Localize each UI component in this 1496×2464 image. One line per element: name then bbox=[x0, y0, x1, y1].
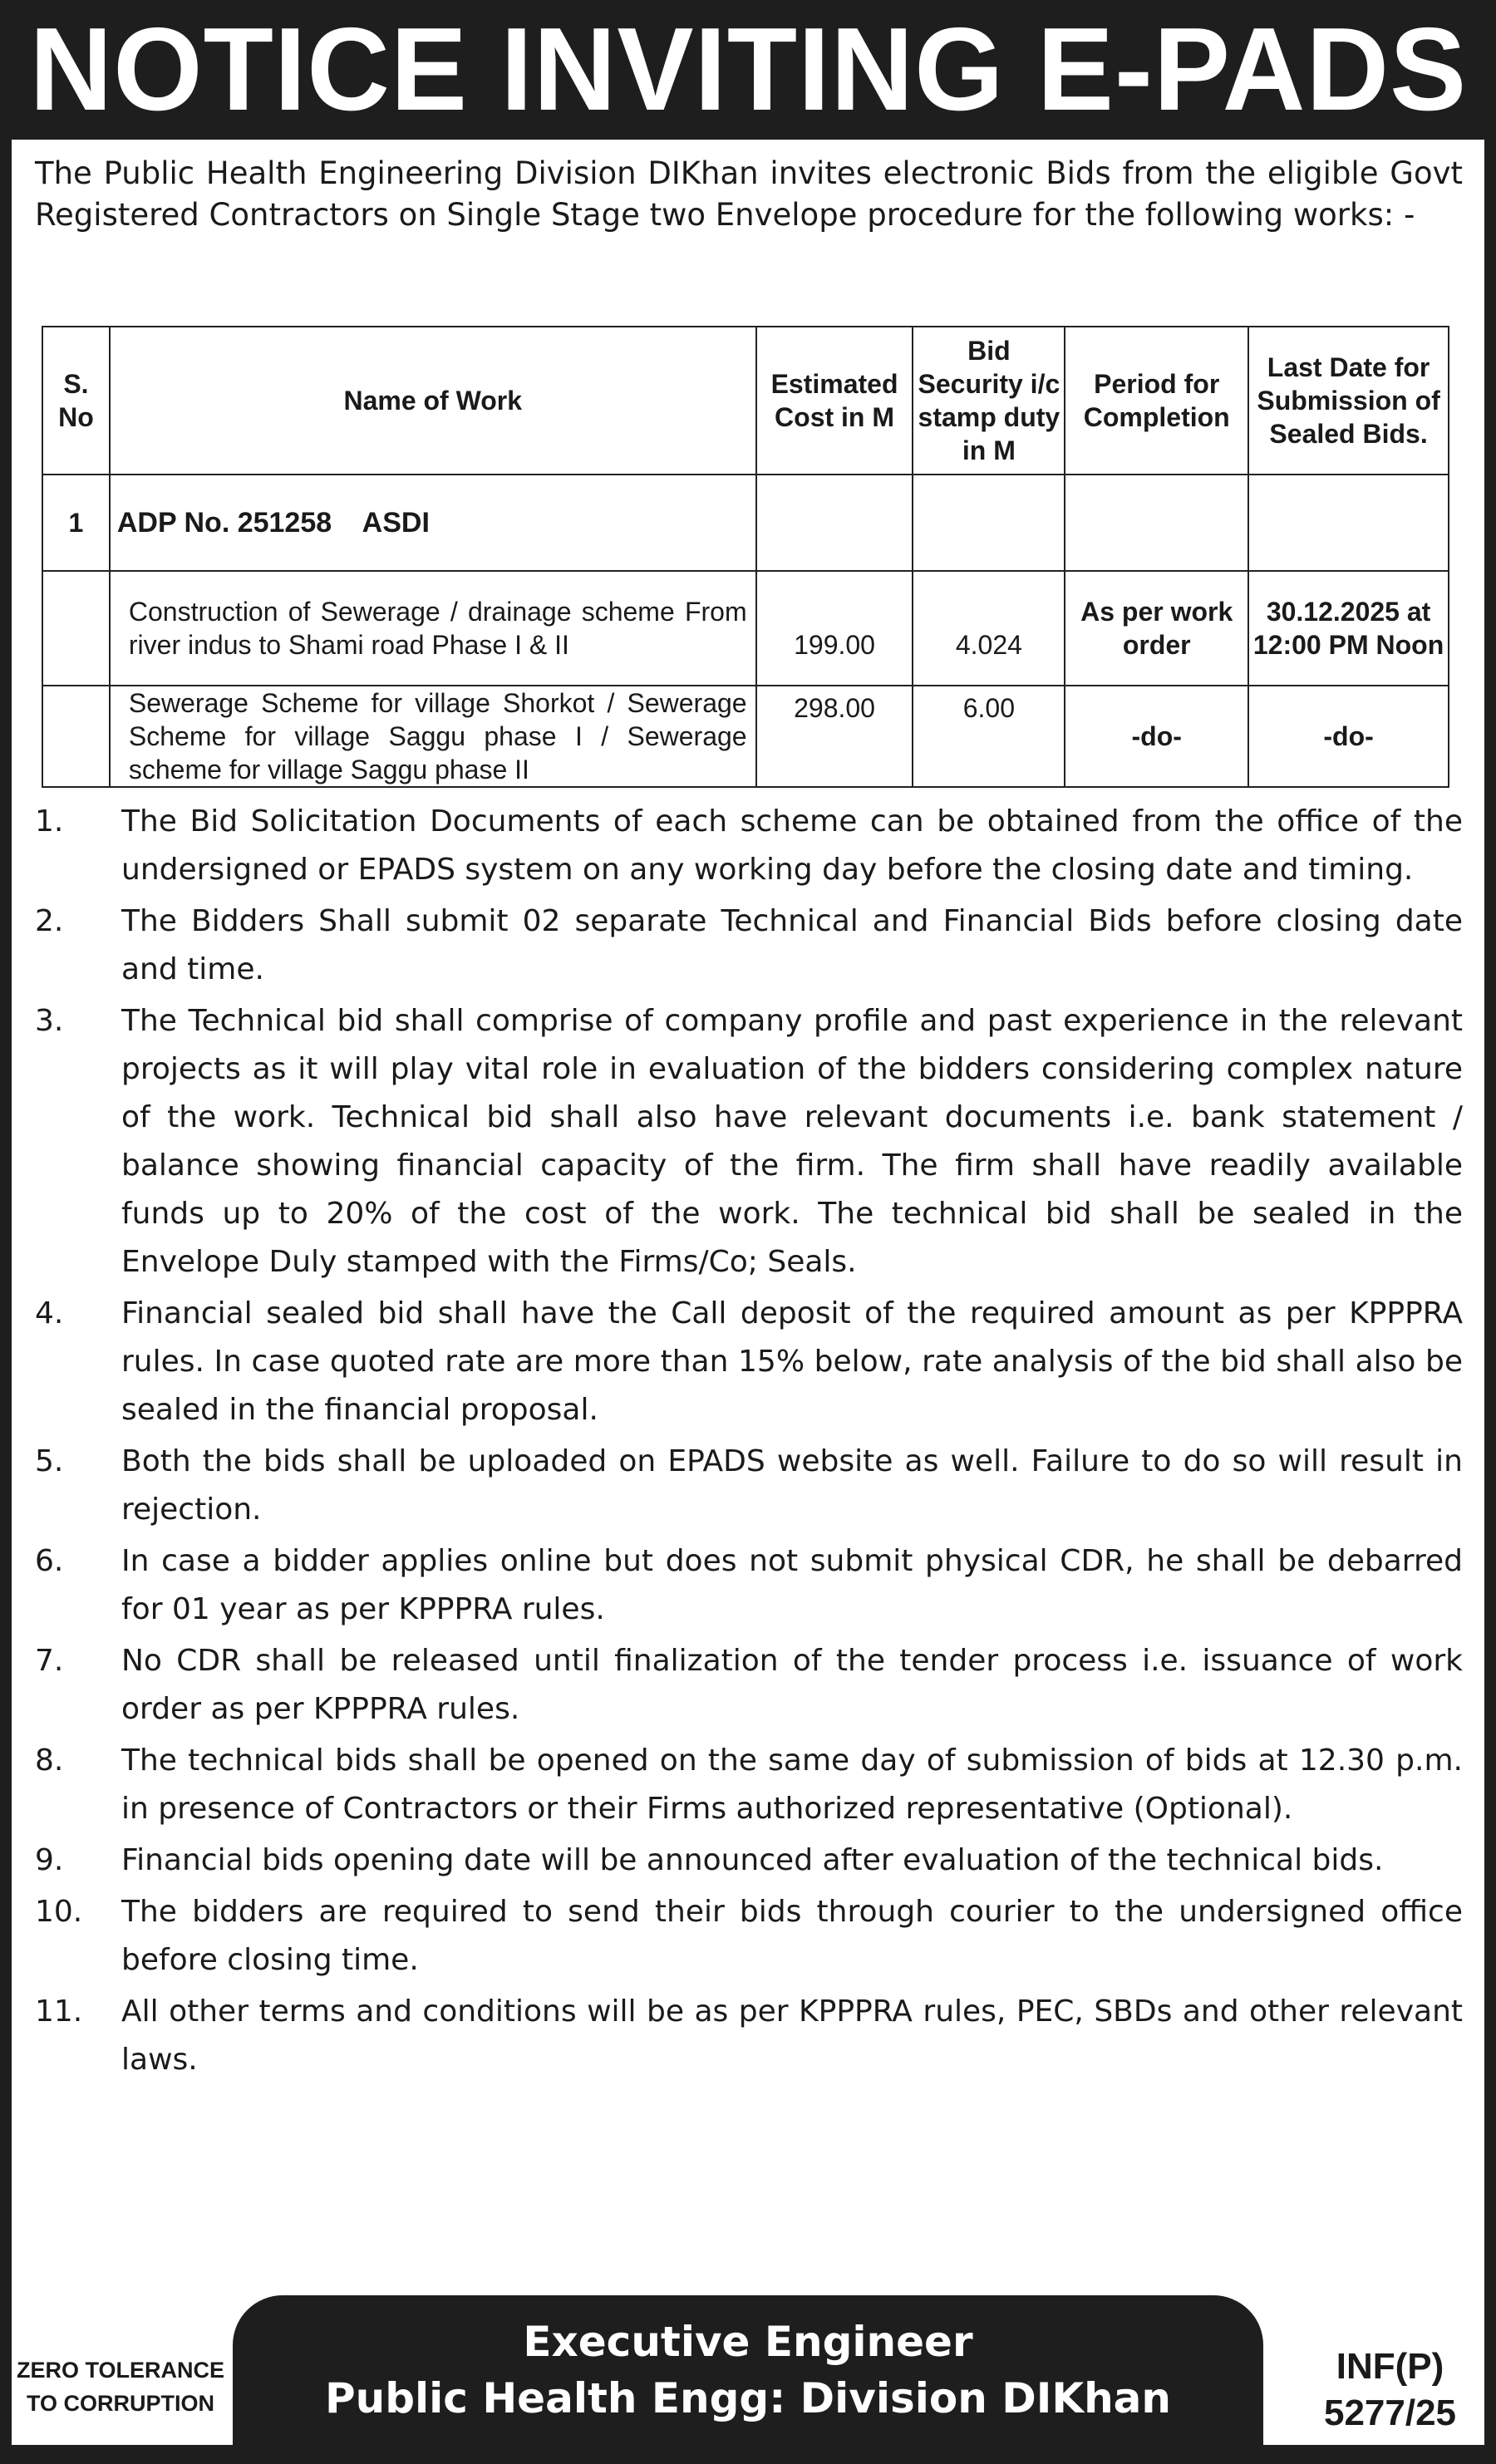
work-cost: 199.00 bbox=[756, 571, 913, 686]
reference-number bbox=[1297, 2344, 1484, 2437]
list-item bbox=[35, 1888, 1463, 1984]
table-row bbox=[42, 686, 1449, 787]
group-name: ADP No. 251258 ASDI bbox=[110, 475, 756, 571]
term-number: 3. bbox=[35, 1004, 64, 1038]
term-text: The Bidders Shall submit 02 separate Technical and Financial Bids before closing date and time. bbox=[121, 904, 1463, 986]
term-text: Financial sealed bid shall have the Call deposit of the required amount as per KPPPRA rules. In case quoted rate are more than 15% below, rate analysis of the bid shall also be sealed in the financial proposal. bbox=[121, 1296, 1463, 1427]
notice-title: NOTICE INVITING E-PADS bbox=[0, 0, 1496, 140]
term-number: 11. bbox=[35, 1994, 83, 2029]
table-header-row bbox=[42, 327, 1449, 475]
list-item bbox=[35, 1537, 1463, 1634]
ref-line: INF(P) bbox=[1336, 2346, 1444, 2387]
bottom-border bbox=[0, 2445, 1496, 2464]
term-text: The bidders are required to send their bids through courier to the undersigned office before closing time. bbox=[121, 1895, 1463, 1977]
term-number: 10. bbox=[35, 1895, 83, 1929]
list-item bbox=[35, 1737, 1463, 1833]
term-text: Both the bids shall be uploaded on EPADS website as well. Failure to do so will result in rejection. bbox=[121, 1444, 1463, 1527]
term-text: The Technical bid shall comprise of company profile and past experience in the relevant projects as it will play vital role in evaluation of the bidders considering complex nature of the work. Technical bid shall also have relevant documents i.e. bank statement / balance showing financial capacity of the firm. The firm shall have readily available funds up to 20% of the cost of the work. The technical bid shall be sealed in the Envelope Duly stamped with the Firms/Co; Seals. bbox=[121, 1004, 1463, 1279]
signatory-block bbox=[233, 2295, 1263, 2445]
work-period: As per work order bbox=[1065, 571, 1248, 686]
list-item bbox=[35, 1438, 1463, 1534]
anti-corruption-slogan bbox=[15, 2353, 226, 2420]
ref-line: 5277/25 bbox=[1323, 2393, 1457, 2433]
term-text: In case a bidder applies online but does not submit physical CDR, he shall be debarred for 01 year as per KPPPRA rules. bbox=[121, 1544, 1463, 1626]
intro-paragraph: The Public Health Engineering Division DIKhan invites electronic Bids from the eligible Govt Registered Contractors on Single Stage two Envelope procedure for the following works: - bbox=[35, 155, 1463, 233]
term-text: No CDR shall be released until finalization of the tender process i.e. issuance of work order as per KPPPRA rules. bbox=[121, 1644, 1463, 1726]
term-number: 9. bbox=[35, 1843, 64, 1877]
term-number: 1. bbox=[35, 804, 64, 839]
list-item bbox=[35, 798, 1463, 894]
term-number: 4. bbox=[35, 1296, 64, 1330]
term-number: 8. bbox=[35, 1743, 64, 1778]
signatory-title: Executive Engineer bbox=[523, 2318, 973, 2366]
work-security: 4.024 bbox=[913, 571, 1065, 686]
work-date: -do- bbox=[1248, 686, 1449, 787]
list-item bbox=[35, 1290, 1463, 1434]
term-text: The technical bids shall be opened on the same day of submission of bids at 12.30 p.m. in presence of Contractors or their Firms authorized representative (Optional). bbox=[121, 1743, 1463, 1826]
slogan-line: TO CORRUPTION bbox=[26, 2391, 214, 2416]
work-name: Sewerage Scheme for village Shorkot / Sewerage Scheme for village Saggu phase I / Sewerage scheme for village Saggu phase II bbox=[110, 686, 756, 787]
work-period: -do- bbox=[1065, 686, 1248, 787]
header-cost: Estimated Cost in M bbox=[756, 327, 913, 475]
list-item bbox=[35, 997, 1463, 1286]
header-security: Bid Security i/c stamp duty in M bbox=[913, 327, 1065, 475]
work-security: 6.00 bbox=[913, 686, 1065, 787]
works-table bbox=[42, 326, 1449, 788]
signatory-office: Public Health Engg: Division DIKhan bbox=[324, 2374, 1172, 2422]
header-name: Name of Work bbox=[110, 327, 756, 475]
work-cost: 298.00 bbox=[756, 686, 913, 787]
table-row bbox=[42, 475, 1449, 571]
work-date: 30.12.2025 at 12:00 PM Noon bbox=[1248, 571, 1449, 686]
list-item bbox=[35, 898, 1463, 994]
list-item bbox=[35, 1988, 1463, 2084]
group-sno: 1 bbox=[42, 475, 110, 571]
term-number: 2. bbox=[35, 904, 64, 938]
term-text: Financial bids opening date will be announced after evaluation of the technical bids. bbox=[121, 1843, 1384, 1877]
term-text: The Bid Solicitation Documents of each scheme can be obtained from the office of the undersigned or EPADS system on any working day before the closing date and timing. bbox=[121, 804, 1463, 887]
slogan-line: ZERO TOLERANCE bbox=[16, 2358, 224, 2383]
header-sno: S. No bbox=[42, 327, 110, 475]
terms-list bbox=[35, 798, 1463, 2088]
term-number: 7. bbox=[35, 1644, 64, 1678]
list-item bbox=[35, 1637, 1463, 1734]
term-number: 5. bbox=[35, 1444, 64, 1478]
term-text: All other terms and conditions will be as per KPPPRA rules, PEC, SBDs and other relevant laws. bbox=[121, 1994, 1463, 2077]
header-period: Period for Completion bbox=[1065, 327, 1248, 475]
table-row bbox=[42, 571, 1449, 686]
list-item bbox=[35, 1837, 1463, 1885]
term-number: 6. bbox=[35, 1544, 64, 1578]
work-name: Construction of Sewerage / drainage scheme From river indus to Shami road Phase I & II bbox=[110, 571, 756, 686]
header-date: Last Date for Submission of Sealed Bids. bbox=[1248, 327, 1449, 475]
